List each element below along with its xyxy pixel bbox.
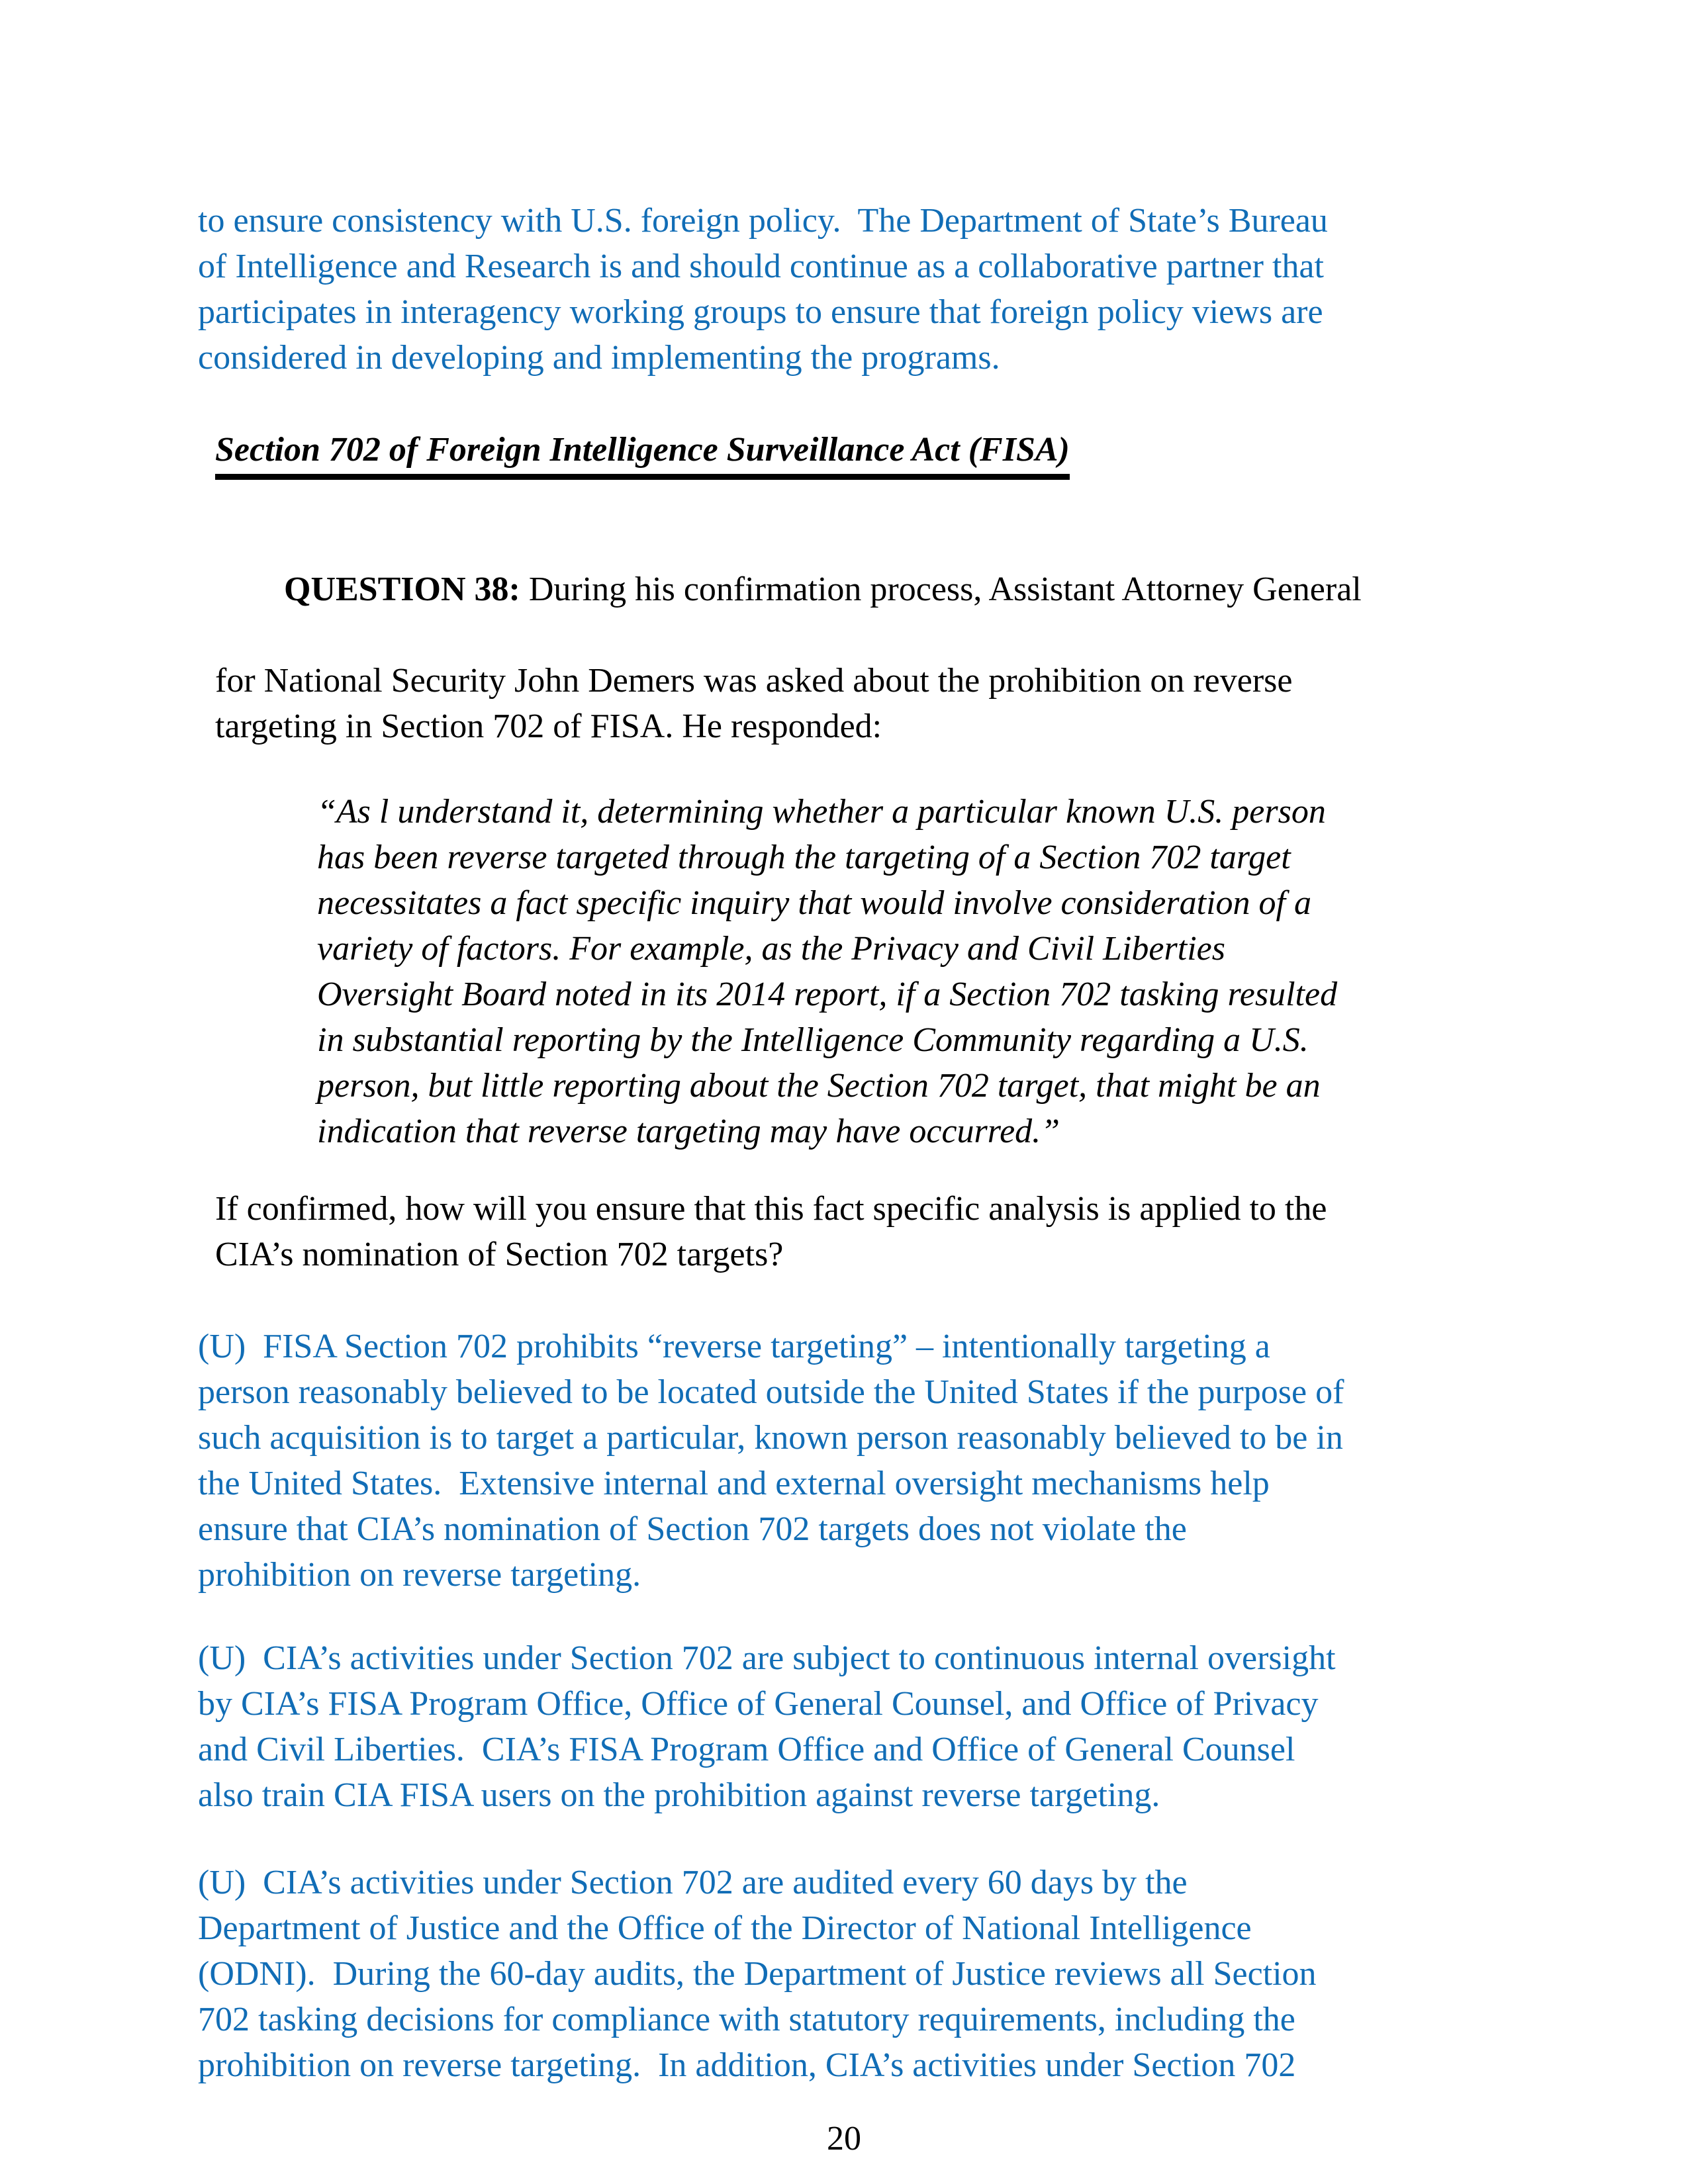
- block-quote: [317, 789, 1688, 1154]
- text-line: indication that reverse targeting may have occurred.”: [317, 1113, 1060, 1150]
- text-line: participates in interagency working groups to ensure that foreign policy views are: [198, 293, 1323, 331]
- text-line: variety of factors. For example, as the Privacy and Civil Liberties: [317, 930, 1225, 968]
- section-heading-text: Section 702 of Foreign Intelligence Surveillance Act (FISA): [215, 427, 1070, 480]
- text-line: ensure that CIA’s nomination of Section 702 targets does not violate the: [198, 1510, 1187, 1548]
- text-line: such acquisition is to target a particular, known person reasonably believed to be in: [198, 1419, 1343, 1457]
- page-number: 20: [827, 2120, 861, 2158]
- text-line: If confirmed, how will you ensure that this fact specific analysis is applied to the: [215, 1190, 1327, 1228]
- text-line: also train CIA FISA users on the prohibition against reverse targeting.: [198, 1776, 1160, 1814]
- text-line: CIA’s nomination of Section 702 targets?: [215, 1236, 784, 1273]
- question-paragraph: [215, 521, 1688, 749]
- text-line: prohibition on reverse targeting. In addition, CIA’s activities under Section 702: [198, 2046, 1296, 2084]
- text-line: considered in developing and implementing the programs.: [198, 339, 1000, 377]
- text-line: 702 tasking decisions for compliance with statutory requirements, including the: [198, 2001, 1295, 2038]
- text-line: for National Security John Demers was asked about the prohibition on reverse: [215, 662, 1293, 700]
- answer-paragraph-1: [198, 1324, 1688, 1598]
- text-line: by CIA’s FISA Program Office, Office of General Counsel, and Office of Privacy: [198, 1685, 1319, 1723]
- text-line: (ODNI). During the 60-day audits, the Department of Justice reviews all Section: [198, 1955, 1317, 1993]
- text-line: of Intelligence and Research is and should continue as a collaborative partner that: [198, 248, 1324, 285]
- text-line: in substantial reporting by the Intelligence Community regarding a U.S.: [317, 1021, 1309, 1059]
- question-number-label: QUESTION 38:: [284, 570, 520, 608]
- question-first-line: [215, 521, 1688, 658]
- text-line: (U) CIA’s activities under Section 702 are subject to continuous internal oversight: [198, 1639, 1336, 1677]
- text-line: to ensure consistency with U.S. foreign policy. The Department of State’s Bureau: [198, 202, 1328, 240]
- text-line: the United States. Extensive internal and external oversight mechanisms help: [198, 1465, 1270, 1502]
- text-line: prohibition on reverse targeting.: [198, 1556, 641, 1594]
- text-line: Oversight Board noted in its 2014 report, if a Section 702 tasking resulted: [317, 976, 1338, 1013]
- answer-paragraph-2: [198, 1635, 1688, 1818]
- followup-question-paragraph: [215, 1186, 1688, 1277]
- text-line: necessitates a fact specific inquiry that would involve consideration of a: [317, 884, 1311, 922]
- text-line: Department of Justice and the Office of the Director of National Intelligence: [198, 1909, 1252, 1947]
- text-line: (U) CIA’s activities under Section 702 are audited every 60 days by the: [198, 1864, 1188, 1901]
- section-heading: [215, 427, 1688, 480]
- question-remaining-lines: [215, 658, 1688, 749]
- text-line: has been reverse targeted through the targeting of a Section 702 target: [317, 839, 1291, 876]
- text-line: targeting in Section 702 of FISA. He responded:: [215, 707, 882, 745]
- text-line: person, but little reporting about the Section 702 target, that might be an: [317, 1067, 1321, 1105]
- text-line: person reasonably believed to be located outside the United States if the purpose of: [198, 1373, 1344, 1411]
- text-line: (U) FISA Section 702 prohibits “reverse targeting” – intentionally targeting a: [198, 1328, 1270, 1365]
- intro-paragraph: [198, 198, 1688, 381]
- text-line: “As l understand it, determining whether a particular known U.S. person: [317, 793, 1326, 831]
- text-line: and Civil Liberties. CIA’s FISA Program Office and Office of General Counsel: [198, 1731, 1295, 1768]
- question-first-line-rest: During his confirmation process, Assistant Attorney General: [520, 570, 1362, 608]
- answer-paragraph-3: [198, 1860, 1688, 2088]
